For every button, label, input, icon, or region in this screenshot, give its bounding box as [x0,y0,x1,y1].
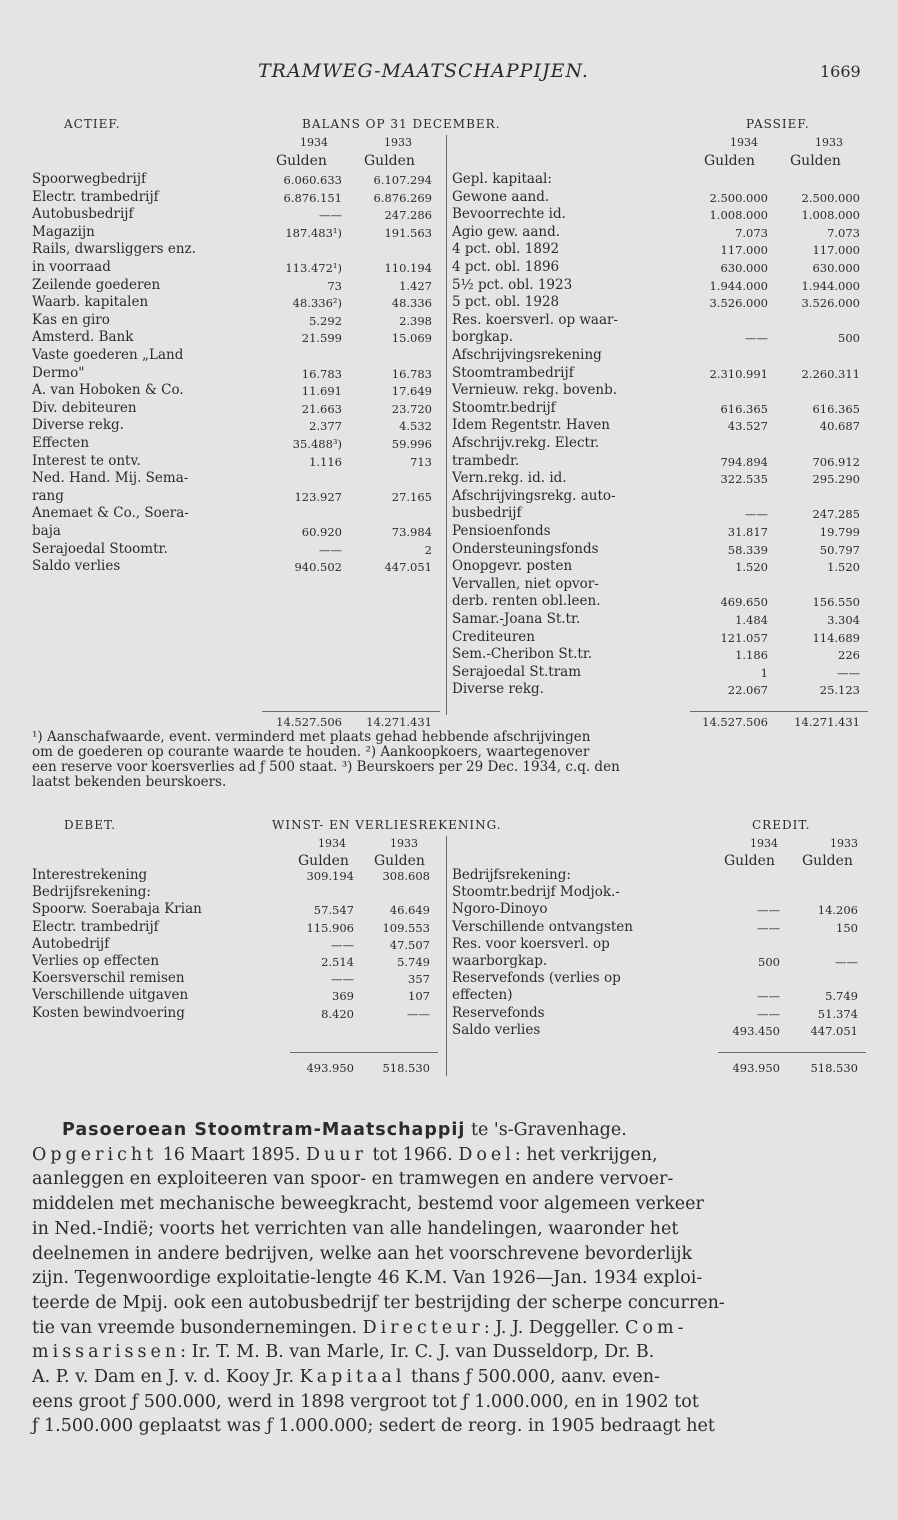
col-year-1934: 1934 [730,136,758,149]
row-label: Bedrijfsrekening: [32,884,151,901]
value-1933: 50.797 [819,542,860,557]
row-label: Ondersteuningsfonds [452,540,599,557]
row-label: borgkap. [452,329,514,346]
value-1933: 110.194 [384,261,432,275]
value-1933: 51.374 [817,1006,858,1021]
value-1933: 616.365 [812,401,860,416]
value-1934: 21.663 [301,401,342,416]
value-1934: 3.526.000 [709,296,768,311]
row-label: Res. koersverl. op waar- [452,311,619,328]
value-1933: 15.069 [391,331,432,346]
value-1933: 1.427 [399,278,432,293]
value-1933: 3.526.000 [801,296,860,311]
credit-total-1933: 518.530 [810,1061,858,1075]
row-label: Electr. trambedrijf [32,188,159,205]
footnote-line: om de goederen op courante waarde te houden. ²) Aankoopkoers, waartegenover [32,744,590,760]
col-unit: Gulden [790,153,841,169]
value-1933: 6.876.269 [373,190,432,205]
value-1934: —— [757,903,780,918]
value-1934: —— [745,507,768,522]
value-1933: 156.550 [812,595,860,610]
value-1933: 5.749 [397,955,430,969]
value-1933: 247.285 [812,507,860,522]
value-1933: 107 [408,989,430,1004]
value-1934: 1.484 [735,613,768,627]
row-label: Vervallen, niet opvor- [452,575,599,592]
value-1933: 117.000 [812,243,860,258]
row-label: Reservefonds [452,1004,545,1021]
value-1934: 31.817 [727,525,768,539]
value-1934: 115.906 [306,920,354,935]
row-label: Waarb. kapitalen [32,294,149,311]
row-label: 4 pct. obl. 1892 [452,241,560,258]
value-1934: —— [319,542,342,557]
row-label: Agio gew. aand. [452,223,561,240]
row-label: derb. renten obl.leen. [452,593,601,610]
col-unit: Gulden [374,853,425,869]
row-label: Autobusbedrijf [32,206,134,223]
value-1934: —— [757,1006,780,1021]
value-1934: 58.339 [727,542,768,557]
value-1934: 616.365 [720,401,768,416]
value-1933: 7.073 [827,225,860,240]
company-name: Pasoeroean Stoomtram-Maatschappij [62,1120,466,1140]
row-label: Saldo verlies [452,1021,541,1038]
value-1934: 187.483¹) [285,225,342,240]
row-label: Res. voor koersverl. op [452,935,610,952]
value-1934: 48.336²) [292,296,342,311]
row-label: Dermo" [32,364,85,381]
row-label: Interest te ontv. [32,452,141,469]
col-unit: Gulden [802,853,853,869]
row-label: Diverse rekg. [32,417,124,434]
row-label: Rails, dwarsliggers enz. [32,241,196,258]
col-year-1934: 1934 [300,136,328,149]
row-label: Kosten bewindvoering [32,1004,185,1021]
row-label: Electr. trambedrijf [32,918,159,935]
row-label: Vern.rekg. id. id. [452,470,567,487]
value-1934: 630.000 [720,261,768,275]
value-1933: 4.532 [399,419,432,434]
actief-total-1933: 14.271.431 [366,715,432,729]
value-1934: 121.057 [720,630,768,645]
row-label: Samar.-Joana St.tr. [452,611,581,627]
value-1934: 1.186 [735,648,768,663]
row-label: in voorraad [32,259,111,275]
credit-total-1934: 493.950 [732,1061,780,1075]
row-label: Vernieuw. rekg. bovenb. [452,382,618,399]
row-label: Interestrekening [32,867,148,883]
value-1933: 2.260.311 [801,366,860,381]
row-label: Effecten [32,435,90,451]
value-1933: —— [835,955,858,969]
value-1934: 2.310.991 [709,366,768,381]
row-label: Stoomtr.bedrijf [452,399,556,416]
running-header: TRAMWEG-MAATSCHAPPIJEN. [258,60,589,82]
value-1933: —— [837,665,860,680]
row-label: Vaste goederen „Land [32,347,184,363]
row-label: Ned. Hand. Mij. Sema- [32,470,189,487]
value-1933: 2.500.000 [801,190,860,205]
footnote-line: ¹) Aanschafwaarde, event. verminderd met plaats gehad hebbende afschrijvingen [32,729,591,745]
col-year-1933: 1933 [390,837,418,850]
passief-total-1934: 14.527.506 [702,715,768,729]
value-1934: —— [745,331,768,346]
value-1934: 7.073 [735,225,768,240]
col-unit: Gulden [276,153,327,169]
value-1934: 1.008.000 [709,208,768,223]
row-label: Verschillende ontvangsten [452,918,633,935]
row-label: Afschrijv.rekg. Electr. [452,435,600,451]
value-1934: 6.876.151 [283,190,342,205]
row-label: 4 pct. obl. 1896 [452,259,560,275]
col-year-1933: 1933 [830,837,858,850]
value-1934: 73 [327,278,342,293]
col-year-1934: 1934 [750,837,778,850]
value-1934: 57.547 [313,903,354,918]
wv-title: WINST- EN VERLIESREKENING. [272,818,502,832]
col-year-1933: 1933 [815,136,843,149]
debet-total-1934: 493.950 [306,1061,354,1075]
value-1933: 47.507 [389,937,430,952]
row-label: waarborgkap. [452,953,548,969]
row-label: Diverse rekg. [452,681,544,698]
row-label: Ngoro-Dinoyo [452,901,548,918]
row-label: Afschrijvingsrekening [452,347,602,363]
row-label: Spoorw. Soerabaja Krian [32,901,202,918]
value-1933: 1.008.000 [801,208,860,223]
value-1933: 16.783 [391,366,432,381]
total-rule [718,1052,866,1053]
passief-total-1933: 14.271.431 [794,715,860,729]
row-label: Koersverschil remisen [32,970,185,987]
col-year-1934: 1934 [318,837,346,850]
col-unit: Gulden [704,153,755,169]
actief-heading: ACTIEF. [64,117,121,131]
credit-heading: CREDIT. [752,818,811,832]
total-rule [690,711,868,712]
value-1934: —— [331,972,354,987]
value-1934: 469.650 [720,595,768,610]
value-1934: 35.488³) [292,437,342,451]
value-1933: 14.206 [817,903,858,918]
value-1934: —— [319,208,342,223]
column-divider [446,836,447,1076]
col-year-1933: 1933 [384,136,412,149]
value-1933: 447.051 [384,560,432,575]
value-1934: 2.377 [309,419,342,434]
row-label: baja [32,523,61,539]
value-1934: 1.116 [309,454,342,469]
row-label: Sem.-Cheribon St.tr. [452,646,593,663]
value-1934: 1.944.000 [709,278,768,293]
row-label: Kas en giro [32,311,110,328]
row-label: Amsterd. Bank [32,329,134,346]
value-1934: 2.514 [321,955,354,969]
col-unit: Gulden [298,853,349,869]
row-label: Pensioenfonds [452,523,551,539]
value-1933: 2.398 [399,313,432,328]
row-label: Stoomtr.bedrijf Modjok.- [452,884,620,901]
value-1933: 713 [410,454,432,469]
value-1933: 6.107.294 [373,173,432,187]
value-1934: 493.450 [732,1023,780,1038]
debet-total-1933: 518.530 [382,1061,430,1075]
row-label: rang [32,487,64,504]
total-rule [262,711,440,712]
page-number: 1669 [820,62,861,81]
value-1933: 19.799 [819,525,860,539]
row-label: Spoorwegbedrijf [32,171,147,187]
value-1933: 1.944.000 [801,278,860,293]
row-label: Bedrijfsrekening: [452,867,571,883]
row-label: A. van Hoboken & Co. [32,382,184,399]
value-1934: 6.060.633 [283,173,342,187]
value-1934: 113.472¹) [285,261,342,275]
value-1934: 11.691 [301,384,342,399]
value-1934: 794.894 [720,454,768,469]
value-1934: 43.527 [727,419,768,434]
total-rule [290,1052,438,1053]
value-1933: 109.553 [382,920,430,935]
row-label: Onopgevr. posten [452,558,573,575]
row-label: trambedr. [452,452,520,469]
row-label: Autobedrijf [32,935,110,952]
value-1933: 191.563 [384,225,432,240]
value-1934: 322.535 [720,472,768,487]
passief-heading: PASSIEF. [746,117,810,131]
value-1933: 23.720 [391,401,432,416]
value-1933: 40.687 [819,419,860,434]
col-unit: Gulden [364,153,415,169]
value-1933: 447.051 [810,1023,858,1038]
actief-total-1934: 14.527.506 [276,715,342,729]
footnote-line: laatst bekenden beurskoers. [32,774,227,790]
value-1934: 1 [760,665,768,680]
value-1933: 630.000 [812,261,860,275]
row-label: Afschrijvingsrekg. auto- [452,487,616,504]
value-1933: 308.608 [382,869,430,883]
row-label: Stoomtrambedrijf [452,364,574,381]
value-1934: 21.599 [301,331,342,346]
value-1933: 5.749 [825,989,858,1004]
row-label: Serajoedal St.tram [452,663,582,680]
value-1933: 357 [408,972,430,987]
row-label: Idem Regentstr. Haven [452,417,610,434]
value-1933: 226 [838,648,860,663]
value-1934: 2.500.000 [709,190,768,205]
value-1933: 73.984 [391,525,432,539]
value-1933: 706.912 [812,454,860,469]
value-1933: 295.290 [812,472,860,487]
value-1933: 48.336 [391,296,432,311]
value-1934: —— [331,937,354,952]
value-1933: 3.304 [827,613,860,627]
row-label: Verschillende uitgaven [32,987,189,1004]
row-label: Crediteuren [452,628,535,645]
row-label: 5½ pct. obl. 1923 [452,276,573,293]
value-1934: 60.920 [301,525,342,539]
value-1933: 59.996 [391,437,432,451]
value-1933: 247.286 [384,208,432,223]
value-1934: 369 [332,989,354,1004]
value-1934: 123.927 [294,489,342,504]
value-1933: 25.123 [819,683,860,698]
value-1933: 114.689 [812,630,860,645]
value-1934: —— [757,989,780,1004]
value-1933: 17.649 [391,384,432,399]
balans-title: BALANS OP 31 DECEMBER. [302,117,501,131]
row-label: Zeilende goederen [32,276,161,293]
row-label: effecten) [452,987,513,1004]
row-label: 5 pct. obl. 1928 [452,294,560,311]
value-1933: 27.165 [391,489,432,504]
value-1934: 8.420 [321,1006,354,1021]
row-label: Bevoorrechte id. [452,206,566,223]
row-label: busbedrijf [452,505,522,522]
value-1933: 2 [424,542,432,557]
row-label: Serajoedal Stoomtr. [32,540,168,557]
value-1933: 500 [838,331,860,346]
value-1933: 46.649 [389,903,430,918]
company-description: Pasoeroean Stoomtram-Maatschappij te 's-Gravenhage. Opgericht 16 Maart 1895. Duur tot 1966. Doel: het verkrijgen, aanleggen en exploiteeren van spoor- en tramwegen en andere vervoer- middelen met mechanische beweegkracht, bestemd voor algemeen verkeer in Ned.-Indië; voorts het verrichten van alle handelingen, waaronder het deelnemen in andere bedrijven, welke aan het voorschrevene bevorderlijk zijn. Tegenwoordige exploitatie-lengte 46 K.M. Van 1926—Jan. 1934 exploi- teerde de Mpij. ook een autobusbedrijf ter bestrijding der scherpe concurren- tie van vreemde busondernemingen. Directeur: J. J. Deggeller. Com- missarissen: Ir. T. M. B. van Marle, Ir. C. J. van Dusseldorp, Dr. B. A. P. v. Dam en J. v. d. Kooy Jr. Kapitaal thans ƒ 500.000, aanv. even- eens groot ƒ 500.000, werd in 1898 vergroot tot ƒ 1.000.000, en in 1902 tot ƒ 1.500.000 geplaatst was ƒ 1.000.000; sedert de reorg. in 1905 bedraagt het [32,1120,725,1437]
value-1934: 117.000 [720,243,768,258]
row-label: Gepl. kapitaal: [452,171,552,187]
value-1934: 16.783 [301,366,342,381]
row-label: Saldo verlies [32,558,121,575]
value-1933: 1.520 [827,560,860,575]
value-1934: 1.520 [735,560,768,575]
row-label: Verlies op effecten [32,953,160,969]
value-1933: 150 [836,920,858,935]
value-1934: 309.194 [306,869,354,883]
row-label: Div. debiteuren [32,399,137,416]
value-1933: —— [407,1006,430,1021]
value-1934: 500 [758,955,780,969]
value-1934: 5.292 [309,313,342,328]
value-1934: 22.067 [727,683,768,698]
row-label: Gewone aand. [452,188,550,205]
footnote-line: een reserve voor koersverlies ad ƒ 500 staat. ³) Beurskoers per 29 Dec. 1934, c.q. den [32,759,620,775]
value-1934: —— [757,920,780,935]
col-unit: Gulden [724,853,775,869]
row-label: Reservefonds (verlies op [452,970,621,987]
row-label: Magazijn [32,223,95,240]
debet-heading: DEBET. [64,818,117,832]
row-label: Anemaet & Co., Soera- [32,505,189,522]
column-divider [446,135,447,715]
value-1934: 940.502 [294,560,342,575]
